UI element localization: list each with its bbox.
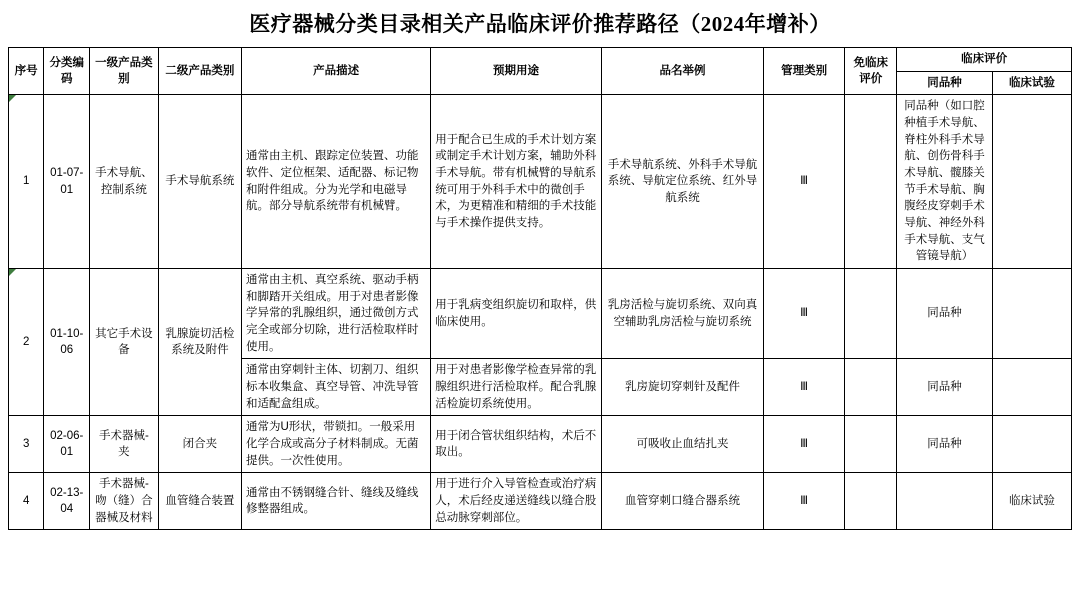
header-code: 分类编码 bbox=[44, 48, 90, 95]
cell-management-class: Ⅲ bbox=[764, 473, 845, 530]
cell-intended-use: 用于乳病变组织旋切和取样，供临床使用。 bbox=[431, 269, 602, 359]
cell-examples: 乳房旋切穿刺针及配件 bbox=[601, 359, 763, 416]
cell-clinical-trial bbox=[992, 359, 1071, 416]
cell-same-kind: 同品种 bbox=[897, 416, 993, 473]
cell-level2: 手术导航系统 bbox=[158, 95, 241, 269]
cell-intended-use: 用于对患者影像学检查异常的乳腺组织进行活检取样。配合乳腺活检旋切系统使用。 bbox=[431, 359, 602, 416]
cell-intended-use: 用于进行介入导管检查或治疗病人，术后经皮递送缝线以缝合股总动脉穿刺部位。 bbox=[431, 473, 602, 530]
cell-description: 通常由穿刺针主体、切割刀、组织标本收集盒、真空导管、冲洗导管和适配盒组成。 bbox=[241, 359, 430, 416]
cell-exempt bbox=[845, 473, 897, 530]
classification-table bbox=[8, 47, 1072, 530]
header-seq: 序号 bbox=[9, 48, 44, 95]
cell-exempt bbox=[845, 416, 897, 473]
cell-examples: 乳房活检与旋切系统、双向真空辅助乳房活检与旋切系统 bbox=[601, 269, 763, 359]
cell-level1: 手术器械-吻（缝）合器械及材料 bbox=[90, 473, 159, 530]
cell-seq: 2 bbox=[9, 269, 44, 416]
table-row bbox=[9, 269, 1072, 359]
cell-clinical-trial bbox=[992, 269, 1071, 359]
header-exempt: 免临床评价 bbox=[845, 48, 897, 95]
cell-management-class: Ⅲ bbox=[764, 269, 845, 359]
cell-examples: 手术导航系统、外科手术导航系统、导航定位系统、红外导航系统 bbox=[601, 95, 763, 269]
header-description: 产品描述 bbox=[241, 48, 430, 95]
cell-same-kind: 同品种 bbox=[897, 269, 993, 359]
cell-clinical-trial: 临床试验 bbox=[992, 473, 1071, 530]
cell-examples: 血管穿刺口缝合器系统 bbox=[601, 473, 763, 530]
header-examples: 品名举例 bbox=[601, 48, 763, 95]
cell-examples: 可吸收止血结扎夹 bbox=[601, 416, 763, 473]
cell-exempt bbox=[845, 269, 897, 359]
cell-intended-use: 用于闭合管状组织结构，术后不取出。 bbox=[431, 416, 602, 473]
cell-same-kind: 同品种（如口腔种植手术导航、脊柱外科手术导航、创伤骨科手术导航、髋膝关节手术导航、胸腹经皮穿刺手术导航、神经外科手术导航、支气管镜导航） bbox=[897, 95, 993, 269]
cell-same-kind: 同品种 bbox=[897, 359, 993, 416]
cell-clinical-trial bbox=[992, 416, 1071, 473]
table-row bbox=[9, 95, 1072, 269]
cell-same-kind bbox=[897, 473, 993, 530]
cell-management-class: Ⅲ bbox=[764, 416, 845, 473]
cell-seq: 1 bbox=[9, 95, 44, 269]
header-level2: 二级产品类别 bbox=[158, 48, 241, 95]
header-clinical-trial: 临床试验 bbox=[992, 71, 1071, 95]
cell-level1: 其它手术设备 bbox=[90, 269, 159, 416]
cell-seq: 3 bbox=[9, 416, 44, 473]
cell-code: 01-10-06 bbox=[44, 269, 90, 416]
page-title: 医疗器械分类目录相关产品临床评价推荐路径（2024年增补） bbox=[249, 12, 831, 36]
cell-seq: 4 bbox=[9, 473, 44, 530]
cell-management-class: Ⅲ bbox=[764, 359, 845, 416]
cell-exempt bbox=[845, 359, 897, 416]
cell-code: 01-07-01 bbox=[44, 95, 90, 269]
table-header bbox=[9, 48, 1072, 95]
cell-exempt bbox=[845, 95, 897, 269]
cell-level2: 血管缝合装置 bbox=[158, 473, 241, 530]
table-row bbox=[9, 416, 1072, 473]
header-intended-use: 预期用途 bbox=[431, 48, 602, 95]
cell-description: 通常由主机、真空系统、驱动手柄和脚踏开关组成。用于对患者影像学异常的乳腺组织，通过微创方式完全或部分切除，进行活检取样时使用。 bbox=[241, 269, 430, 359]
cell-description: 通常由不锈钢缝合针、缝线及缝线修整器组成。 bbox=[241, 473, 430, 530]
cell-level1: 手术导航、控制系统 bbox=[90, 95, 159, 269]
cell-code: 02-06-01 bbox=[44, 416, 90, 473]
cell-description: 通常由主机、跟踪定位装置、功能软件、定位框架、适配器、标记物和附件组成。分为光学和电磁导航。部分导航系统带有机械臂。 bbox=[241, 95, 430, 269]
cell-management-class: Ⅲ bbox=[764, 95, 845, 269]
cell-intended-use: 用于配合已生成的手术计划方案或制定手术计划方案，辅助外科手术导航。带有机械臂的导航系统可用于外科手术中的微创手术，为更精准和精细的手术技能与手术操作提供支持。 bbox=[431, 95, 602, 269]
table-row bbox=[9, 473, 1072, 530]
cell-clinical-trial bbox=[992, 95, 1071, 269]
header-same-kind: 同品种 bbox=[897, 71, 993, 95]
cell-code: 02-13-04 bbox=[44, 473, 90, 530]
cell-level2: 乳腺旋切活检系统及附件 bbox=[158, 269, 241, 416]
header-management-class: 管理类别 bbox=[764, 48, 845, 95]
table-body bbox=[9, 95, 1072, 530]
cell-description: 通常为U形状，带锁扣。一般采用化学合成或高分子材料制成。无菌提供。一次性使用。 bbox=[241, 416, 430, 473]
cell-level2: 闭合夹 bbox=[158, 416, 241, 473]
header-level1: 一级产品类别 bbox=[90, 48, 159, 95]
header-clinical-eval-group: 临床评价 bbox=[897, 48, 1072, 72]
cell-level1: 手术器械-夹 bbox=[90, 416, 159, 473]
